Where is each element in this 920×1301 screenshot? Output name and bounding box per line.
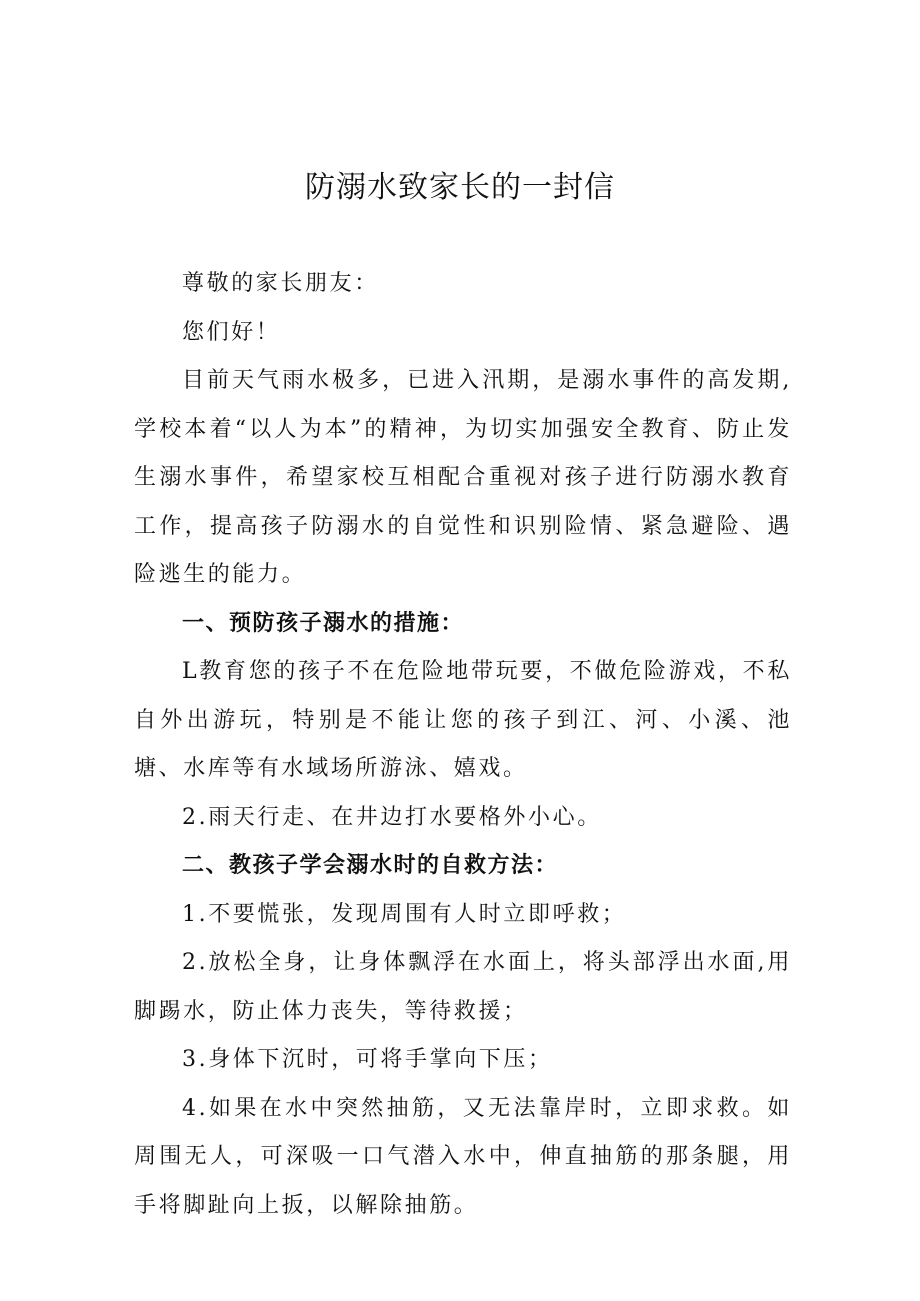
- self-rescue-item: 2.放松全身，让身体飘浮在水面上，将头部浮出水面,用脚踢水，防止体力丧失，等待救援；: [134, 950, 792, 1024]
- prevention-item: L教育您的孩子不在危险地带玩要，不做危险游戏，不私自外出游玩，特别是不能让您的孩子到江、河、小溪、池塘、水库等有水域场所游泳、嬉戏。: [134, 659, 792, 781]
- section-heading-prevention: 一、预防孩子溺水的措施：: [182, 610, 465, 636]
- section-heading-self-rescue: 二、教孩子学会溺水时的自救方法：: [182, 853, 559, 878]
- intro-paragraph: 目前天气雨水极多，已进入汛期，是溺水事件的高发期,学校本着“以人为本”的精神，为切实加强安全教育、防止发生溺水事件，希望家校互相配合重视对孩子进行防溺水教育工作，提高孩子防溺水的自觉性和识别险情、紧急避险、遇险逃生的能力。: [134, 368, 792, 587]
- prevention-item: 2.雨天行走、在井边打水要格外小心。: [182, 804, 602, 830]
- document-title: 防溺水致家长的一封信: [305, 170, 615, 205]
- salutation: 尊敬的家长朋友：: [182, 271, 379, 296]
- self-rescue-item: 1.不要慌张，发现周围有人时立即呼救；: [182, 901, 627, 927]
- greeting: 您们好！: [182, 319, 281, 345]
- letter-body: [134, 260, 792, 1230]
- self-rescue-item: 4.如果在水中突然抽筋，又无法靠岸时，立即求救。如周围无人，可深吸一口气潜入水中，伸直抽筋的那条腿，用手将脚趾向上扳，以解除抽筋。: [134, 1095, 792, 1218]
- self-rescue-item: 3.身体下沉时，可将手掌向下压；: [182, 1047, 553, 1072]
